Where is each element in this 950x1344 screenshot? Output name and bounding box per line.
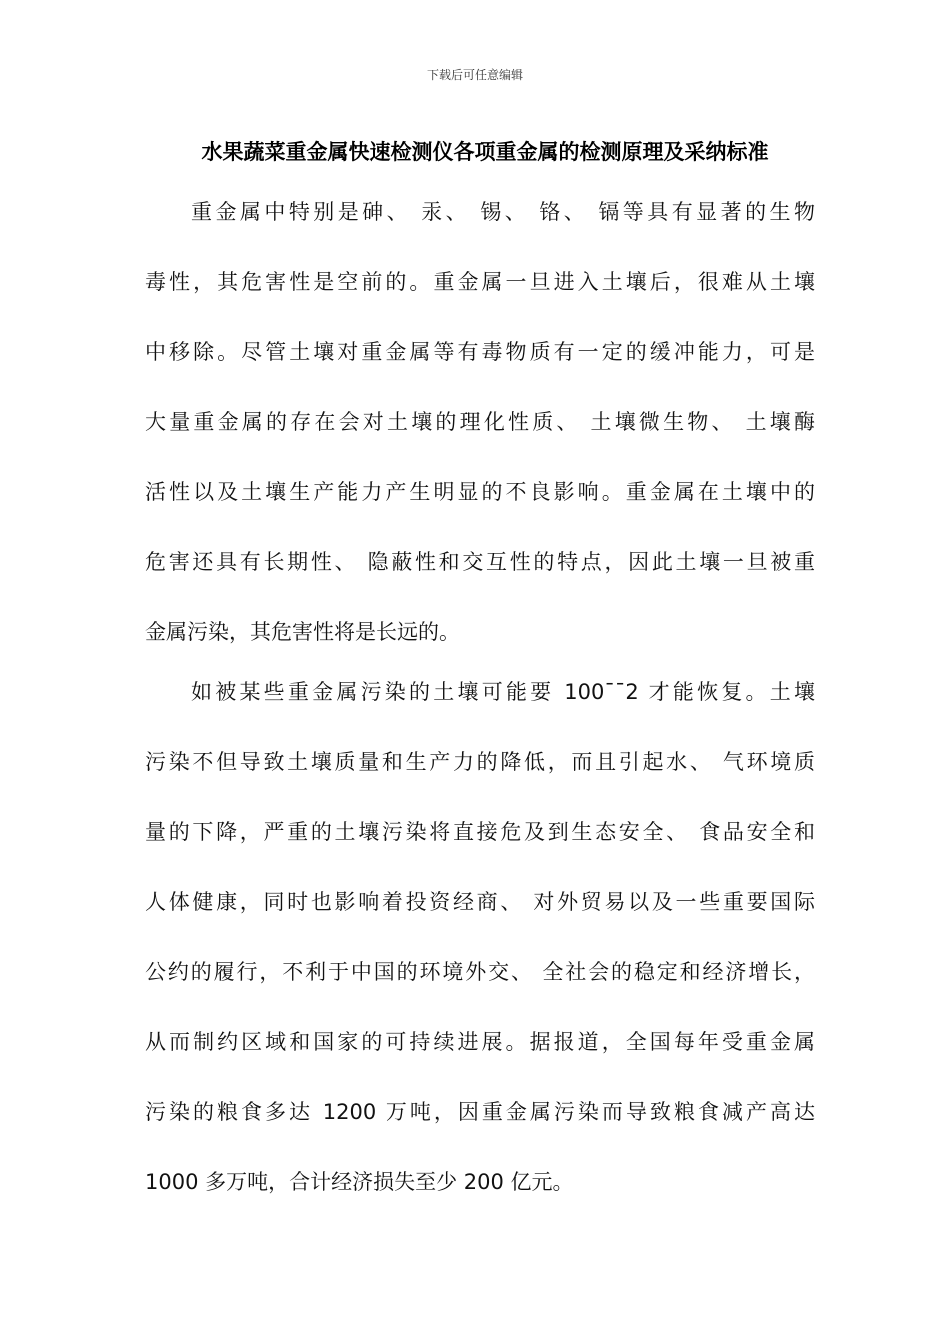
paragraph-line: 金属污染，其危害性将是长远的。 xyxy=(145,620,460,644)
paragraph-line: 活性以及土壤生产能力产生明显的不良影响。重金属在土壤中的 xyxy=(145,480,815,504)
paragraph-line: 如被某些重金属污染的土壤可能要 100¯¯2 才能恢复。土壤 xyxy=(191,680,815,704)
header-note: 下载后可任意编辑 xyxy=(426,68,523,82)
paragraph-line: 从而制约区域和国家的可持续进展。据报道，全国每年受重金属 xyxy=(145,1030,815,1054)
paragraph-line: 大量重金属的存在会对土壤的理化性质、 土壤微生物、 土壤酶 xyxy=(145,410,815,434)
paragraph-line: 毒性，其危害性是空前的。重金属一旦进入土壤后，很难从土壤 xyxy=(145,270,815,294)
paragraph-1 xyxy=(145,177,815,667)
paragraph-line: 量的下降，严重的土壤污染将直接危及到生态安全、 食品安全和 xyxy=(145,820,815,844)
paragraph-line: 公约的履行，不利于中国的环境外交、 全社会的稳定和经济增长， xyxy=(145,960,815,984)
paragraph-line: 重金属中特别是砷、 汞、 锡、 铬、 镉等具有显著的生物 xyxy=(191,200,815,224)
paragraph-line: 危害还具有长期性、 隐蔽性和交互性的特点，因此土壤一旦被重 xyxy=(145,550,815,574)
paragraph-2 xyxy=(145,657,815,1217)
paragraph-line: 中移除。尽管土壤对重金属等有毒物质有一定的缓冲能力，可是 xyxy=(145,340,815,364)
paragraph-line: 1000 多万吨，合计经济损失至少 200 亿元。 xyxy=(145,1170,574,1194)
paragraph-line: 人体健康，同时也影响着投资经商、 对外贸易以及一些重要国际 xyxy=(145,890,815,914)
document-title: 水果蔬菜重金属快速检测仪各项重金属的检测原理及采纳标准 xyxy=(201,140,769,164)
paragraph-line: 污染不但导致土壤质量和生产力的降低，而且引起水、 气环境质 xyxy=(145,750,815,774)
paragraph-line: 污染的粮食多达 1200 万吨，因重金属污染而导致粮食减产高达 xyxy=(145,1100,815,1124)
